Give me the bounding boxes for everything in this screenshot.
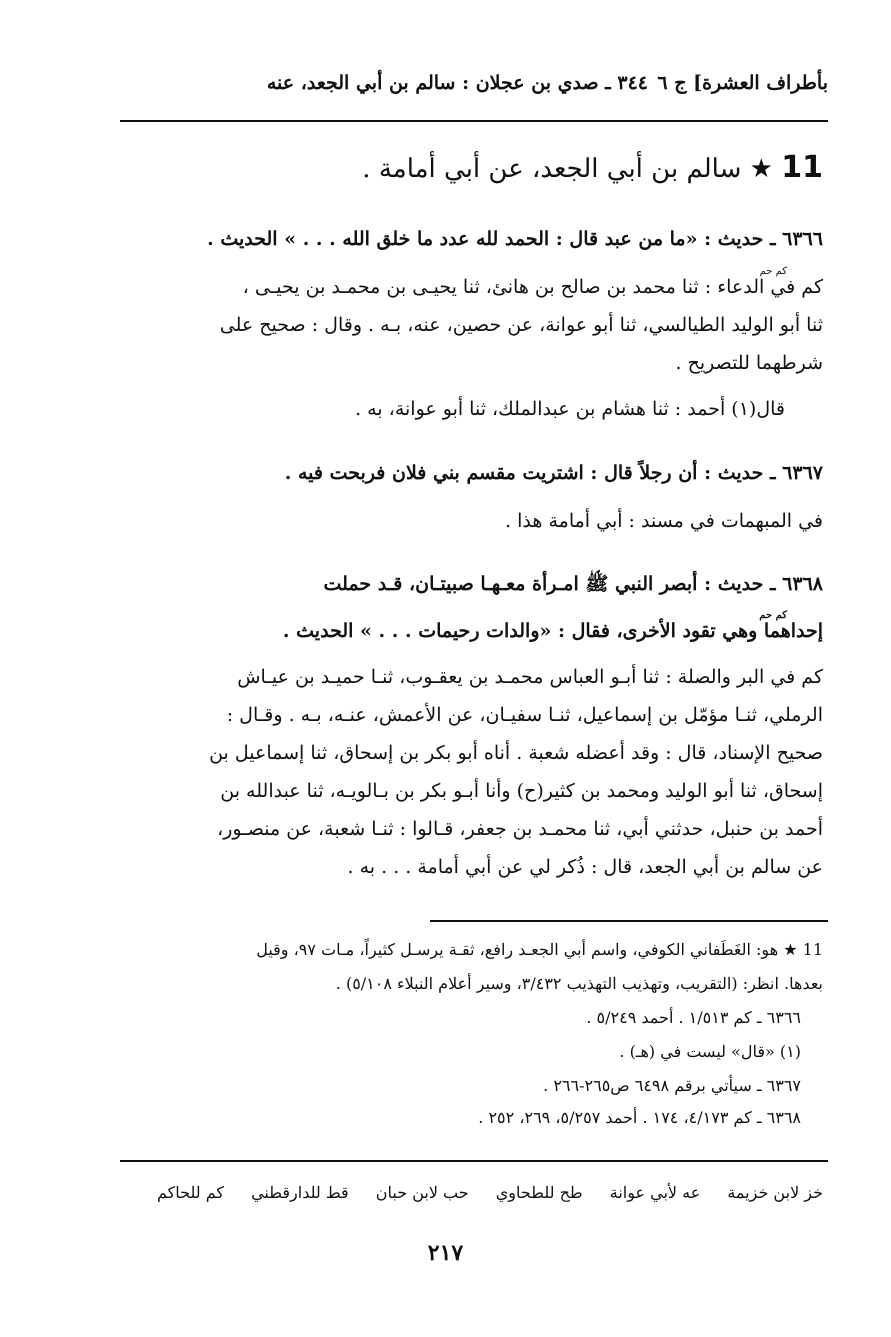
- hadith-6368-title-1: ٦٣٦٨ ـ حديث : أبصر النبي ﷺ امـرأة معـهـا صبيتـان، قـد حملت: [323, 573, 823, 595]
- running-header: [120, 72, 828, 106]
- source-marker: كم حم: [759, 266, 787, 277]
- hadith-6367-line: في المبهمات في مسند : أبي أمامة هذا .: [505, 510, 823, 532]
- hadith-6368-line-1: كم في البر والصلة : ثنا أبـو العباس محمـد بن يعقـوب، ثنـا حميـد بن عيـاش: [237, 666, 823, 688]
- hadith-6367-title: ٦٣٦٧ ـ حديث : أن رجلاً قال : اشتريت مقسم بني فلان فربحت فيه .: [284, 462, 823, 484]
- abbreviation: حب لابن حبان: [375, 1183, 469, 1202]
- abbreviation: قط للدارقطني: [251, 1183, 349, 1202]
- abbreviation: عه لأبي عوانة: [609, 1183, 701, 1202]
- abbreviation: طح للطحاوي: [495, 1183, 583, 1202]
- page-number: ٢١٧: [427, 1240, 464, 1266]
- star-icon: ★: [749, 154, 773, 184]
- header-chapter: ٣٤٤ ـ صدي بن عجلان : سالم بن أبي الجعد، عنه: [266, 72, 648, 94]
- hadith-6366-line-1: كم حم كم في الدعاء : ثنا محمد بن صالح بن هانئ، ثنا يحيـى بن محمـد بن يحيـى ،: [242, 266, 823, 298]
- footnote-line: (١) «قال» ليست في (هـ) .: [619, 1042, 801, 1061]
- footnote-line: بعدها. انظر: (التقريب، وتهذيب التهذيب ٣/٤٣٢، وسير أعلام النبلاء ٥/١٠٨) .: [335, 974, 823, 993]
- abbreviations-legend: [115, 1183, 823, 1202]
- header-volume: بأطراف العشرة] ج ٦: [657, 72, 828, 94]
- abbreviations-rule: [120, 1160, 828, 1162]
- hadith-6368-title-2: كم حم إحداهما وهي تقود الأخرى، فقال : «والدات رحيمات . . . » الحديث .: [282, 610, 823, 642]
- footnote-line: ٦٣٦٧ ـ سيأتي برقم ٦٤٩٨ ص٢٦٥-٢٦٦ .: [543, 1076, 801, 1095]
- hadith-6368-line-6: عن سالم بن أبي الجعد، قال : ذُكر لي عن أبي أمامة . . . به .: [347, 856, 823, 878]
- hadith-6366-line-2: ثنا أبو الوليد الطيالسي، ثنا أبو عوانة، عن حصين، عنه، بـه . وقال : صحيح على: [219, 314, 823, 336]
- footnote-line: 11 ★ هو: الغَطَفاني الكوفي، واسم أبي الجعـد رافع، ثقـة يرسـل كثيراً، مـات ٩٧، وقيل: [256, 940, 823, 959]
- narrator-text: سالم بن أبي الجعد، عن أبي أمامة .: [362, 154, 742, 184]
- narrator-number: 11: [781, 150, 823, 185]
- header-rule: [120, 120, 828, 122]
- footnote-line: ٦٣٦٦ ـ كم ١/٥١٣ . أحمد ٥/٢٤٩ .: [586, 1008, 801, 1027]
- hadith-6366-extra: قال(١) أحمد : ثنا هشام بن عبدالملك، ثنا أبو عوانة، به .: [355, 398, 785, 420]
- hadith-6368-line-5: أحمد بن حنبل، حدثني أبي، ثنا محمـد بن جعفر، قـالوا : ثنـا شعبة، عن منصـور،: [217, 818, 823, 840]
- abbreviation: كم للحاكم: [156, 1183, 224, 1202]
- hadith-6366-line-3: شرطهما للتصريح .: [675, 352, 823, 374]
- narrator-heading: [362, 150, 823, 185]
- hadith-6368-line-3: صحيح الإسناد، قال : وقد أعضله شعبة . أناه أبو بكر بن إسحاق، ثنا إسماعيل بن: [209, 742, 823, 764]
- hadith-6368-line-2: الرملي، ثنـا مؤمّل بن إسماعيل، ثنـا سفيـان، عن الأعمش، عنـه، بـه . وقـال :: [226, 704, 823, 726]
- source-marker: كم حم: [759, 610, 787, 621]
- footnote-line: ٦٣٦٨ ـ كم ٤/١٧٣، ١٧٤ . أحمد ٥/٢٥٧، ٢٦٩، ٢٥٢ .: [478, 1108, 801, 1127]
- hadith-6366-title: ٦٣٦٦ ـ حديث : «ما من عبد قال : الحمد لله عدد ما خلق الله . . . » الحديث .: [207, 228, 823, 250]
- hadith-6368-line-4: إسحاق، ثنا أبو الوليد ومحمد بن كثير(ح) وأنا أبـو بكر بن بـالويـه، ثنا عبدالله بن: [220, 780, 823, 802]
- abbreviation: خز لابن خزيمة: [727, 1183, 823, 1202]
- footnote-rule: [430, 920, 828, 922]
